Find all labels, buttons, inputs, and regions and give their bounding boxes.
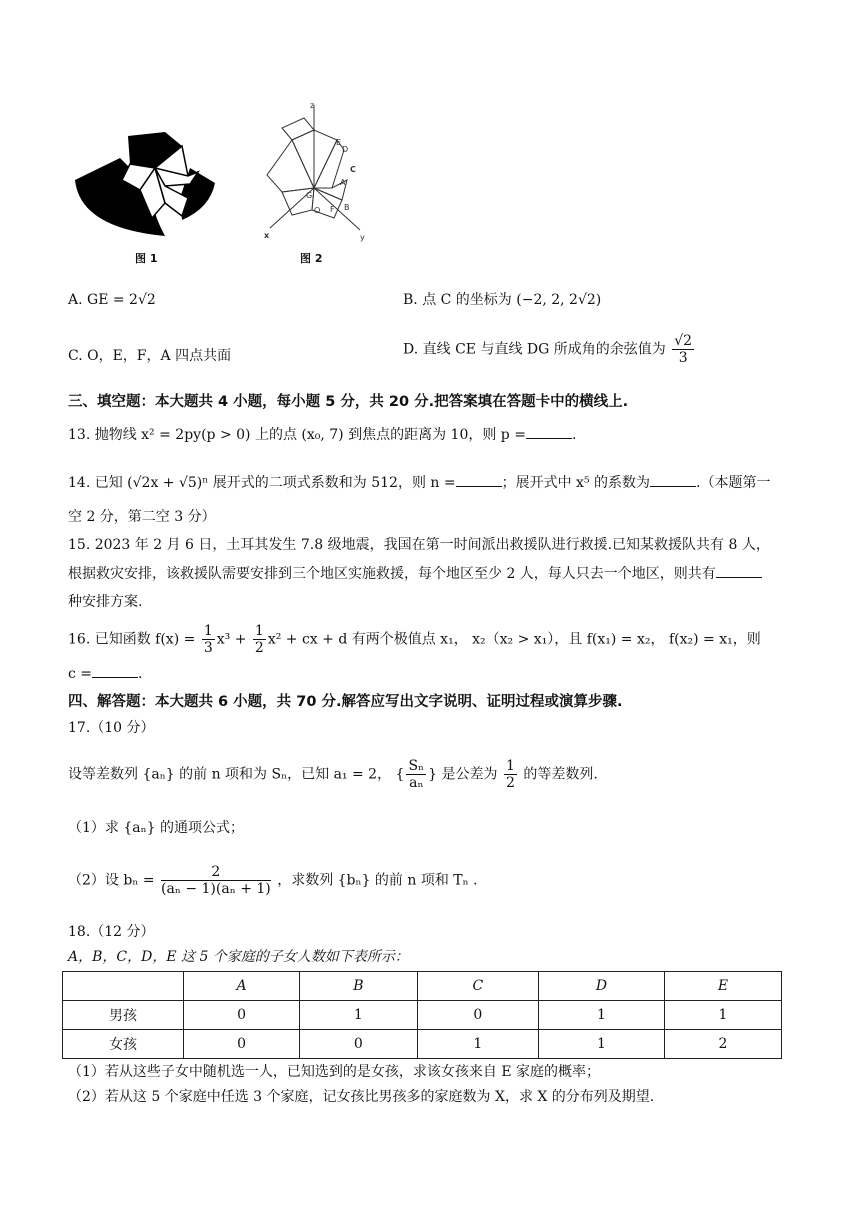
- question-16-line-2: c = .: [68, 666, 143, 682]
- answer-blank: [526, 426, 572, 439]
- table-row: 女孩 0 0 1 1 2: [63, 1030, 782, 1059]
- option-b: B. 点 C 的坐标为 (−2, 2, 2√2): [403, 292, 602, 308]
- svg-text:O: O: [314, 206, 321, 215]
- svg-text:G: G: [306, 191, 313, 200]
- question-17-score: 17.（10 分）: [68, 720, 155, 736]
- question-15-line-3: 种安排方案.: [68, 594, 143, 610]
- option-a: A. GE = 2√2: [68, 292, 156, 308]
- question-17-part-2: （2）设 bₙ = $\frac{2}{\text{(aₙ − 1)(aₙ + 1)}}$ ，求数列 {bₙ} 的前 n 项和 Tₙ .: [68, 864, 478, 897]
- svg-text:D: D: [342, 145, 349, 154]
- answer-blank: [456, 474, 502, 487]
- figure-2-caption: 图 2: [300, 252, 323, 265]
- option-c: C. O，E，F，A 四点共面: [68, 348, 232, 364]
- question-18-score: 18.（12 分）: [68, 924, 155, 940]
- svg-text:y: y: [360, 233, 365, 242]
- question-14-line-2: 空 2 分，第二空 3 分）: [68, 509, 216, 525]
- section-4-heading: 四、解答题：本大题共 6 小题，共 70 分.解答应写出文字说明、证明过程或演算步骤.: [68, 694, 623, 710]
- answer-blank: [716, 565, 762, 578]
- question-17-stem: 设等差数列 {aₙ} 的前 n 项和为 Sₙ，已知 a₁ = 2， { $\frac{\text{Sₙ}}{\text{aₙ}}$ } 是公差为 $\frac{1}{2}$ 的等差数列.: [68, 758, 598, 791]
- svg-text:B: B: [344, 203, 350, 212]
- svg-text:z: z: [310, 101, 315, 110]
- section-3-heading: 三、填空题：本大题共 4 小题，每小题 5 分，共 20 分.把答案填在答题卡中的横线上.: [68, 394, 629, 410]
- family-children-table: [62, 971, 782, 1059]
- answer-blank: [650, 474, 696, 487]
- svg-text:A: A: [340, 178, 346, 187]
- svg-text:C: C: [350, 165, 356, 174]
- question-15-line-2: 根据救灾安排，该救援队需要安排到三个地区实施救援，每个地区至少 2 人，每人只去一个地区，则共有: [68, 564, 762, 584]
- answer-blank: [92, 665, 138, 678]
- option-d: [403, 333, 696, 366]
- table-row: 男孩 0 1 0 1 1: [63, 1001, 782, 1030]
- question-15-line-1: 15. 2023 年 2 月 6 日，土耳其发生 7.8 级地震，我国在第一时间派出救援队进行救援.已知某救援队共有 8 人，: [68, 537, 770, 553]
- table-header-row: A B C D E: [63, 972, 782, 1001]
- question-16-line-1: 16. 已知函数 f(x) = $\frac{1}{3}$ x³ + $\frac{1}{2}$ x² + cx + d 有两个极值点 x₁， x₂（x₂ > x₁），且 f(x₁) = x₂， f(x₂) = x₁，则: [68, 623, 761, 656]
- figure-1-caption: 图 1: [135, 252, 158, 265]
- question-13: 13. 抛物线 x² = 2py(p > 0) 上的点 (x₀, 7) 到焦点的距离为 10，则 p = .: [68, 427, 577, 443]
- question-18-part-2: （2）若从这 5 个家庭中任选 3 个家庭，记女孩比男孩多的家庭数为 X，求 X 的分布列及期望.: [68, 1089, 655, 1105]
- figure-1: [70, 128, 220, 243]
- option-d-fraction: $\frac{√2}{3}$: [674, 333, 693, 366]
- svg-text:F: F: [330, 205, 335, 214]
- svg-text:x: x: [264, 231, 270, 240]
- option-d-text: D. 直线 CE 与直线 DG 所成角的余弦值为: [403, 341, 666, 358]
- question-18-part-1: （1）若从这些子女中随机选一人，已知选到的是女孩，求该女孩来自 E 家庭的概率；: [68, 1064, 601, 1080]
- figure-2: [252, 100, 372, 245]
- svg-text:E: E: [336, 138, 342, 147]
- question-14-line-1: 14. 已知 (√2x + √5)ⁿ 展开式的二项式系数和为 512，则 n = ；展开式中 x⁵ 的系数为 .（本题第一: [68, 475, 771, 491]
- question-17-part-1: （1）求 {aₙ} 的通项公式；: [68, 820, 245, 836]
- question-18-intro: A，B，C，D，E 这 5 个家庭的子女人数如下表所示：: [68, 949, 409, 965]
